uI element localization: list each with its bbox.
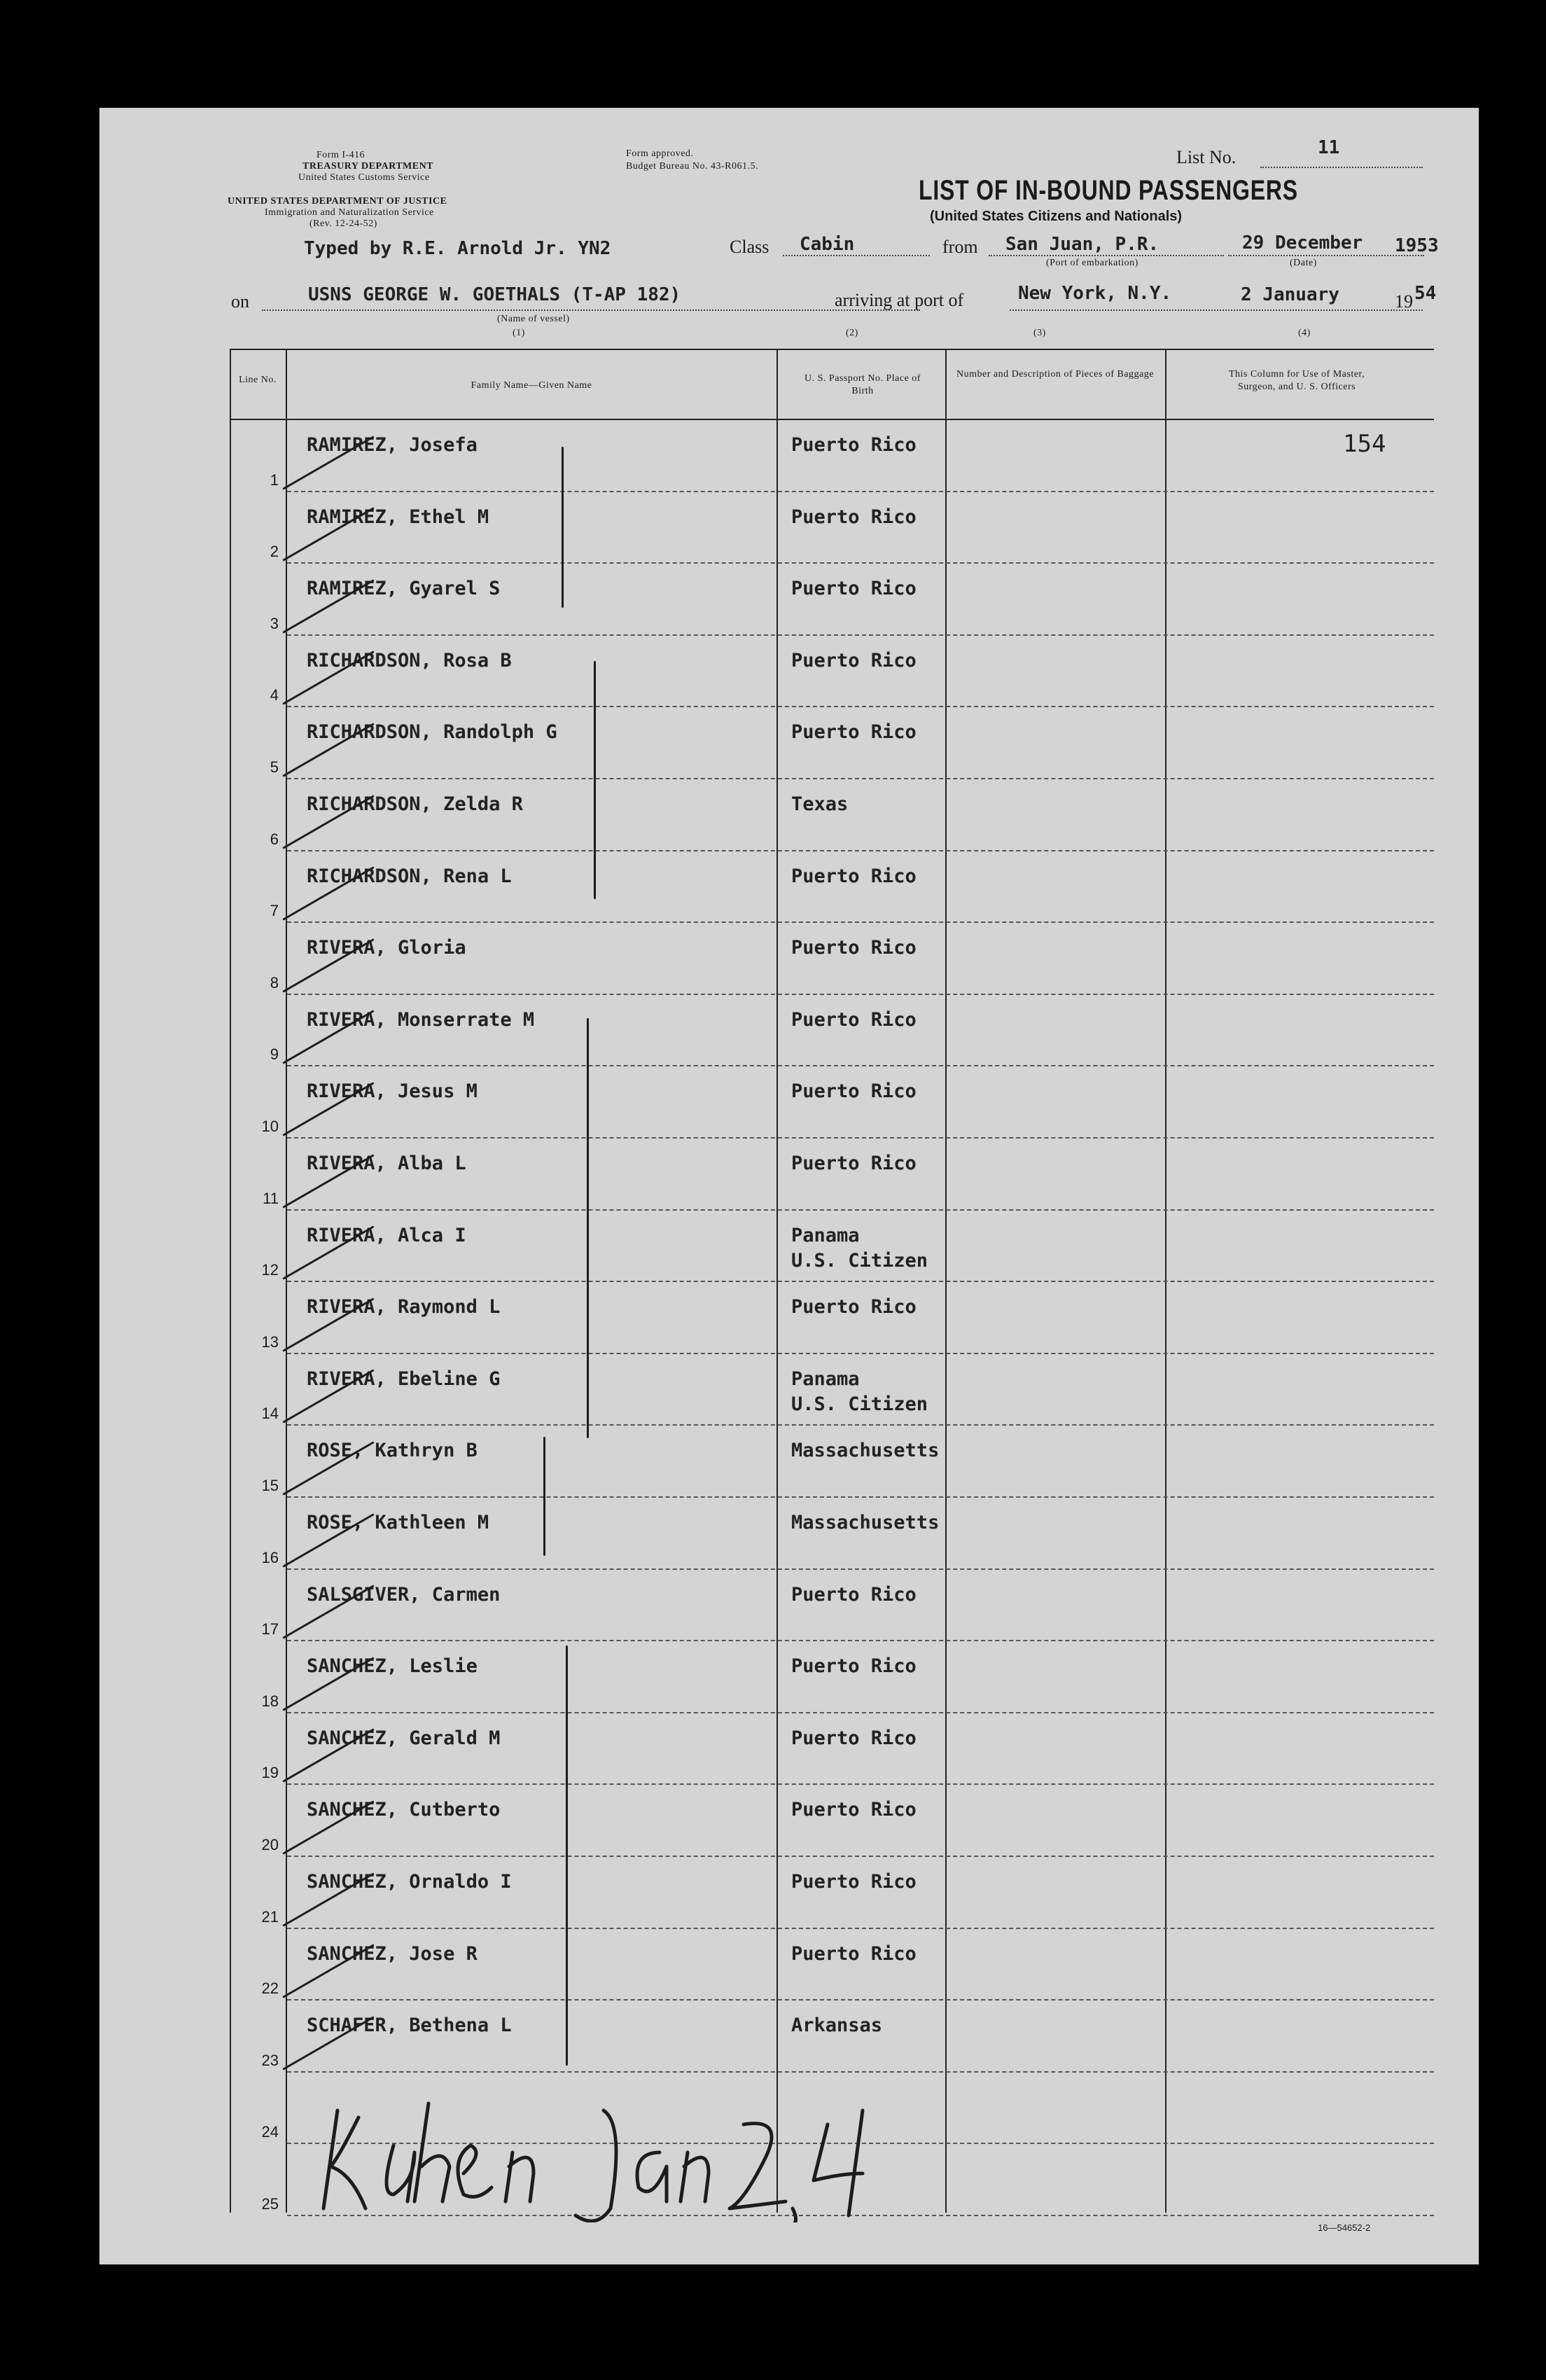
from-label: from [942,237,978,257]
passenger-name: SCHAFER, Bethena L [307,2014,512,2037]
place-of-birth: Puerto Rico [791,1080,917,1103]
passenger-name: RIVERA, Monserrate M [307,1008,535,1031]
col-ref-2: (2) [846,328,858,338]
passenger-name: RAMIREZ, Josefa [307,434,478,456]
row-divider [287,1783,1434,1785]
line-number: 12 [261,1261,279,1279]
passenger-name: RIVERA, Ebeline G [307,1368,501,1390]
form-print-code: 16—54652-2 [1318,2222,1371,2233]
handwritten-bracket [587,1018,589,1438]
handwritten-signature [309,2068,926,2222]
row-divider [287,994,1434,995]
col-header-name: Family Name—Given Name [471,380,592,391]
place-of-birth: Puerto Rico [791,721,917,744]
line-number: 22 [261,1979,279,1998]
vessel-name: USNS GEORGE W. GOETHALS (T-AP 182) [308,284,681,305]
form-approved: Form approved. [626,148,694,159]
passenger-name: SANCHEZ, Ornaldo I [307,1871,512,1893]
line-number: 24 [261,2123,279,2141]
passenger-name: RIVERA, Gloria [307,937,466,959]
row-divider [287,706,1434,707]
row-divider [287,1568,1434,1570]
ins-service: Immigration and Naturalization Service [265,207,434,218]
line-number: 25 [261,2195,279,2213]
line-number: 18 [261,1692,279,1710]
departure-year: 1953 [1395,235,1439,256]
place-of-birth: Puerto Rico [791,937,917,959]
on-label: on [231,291,249,312]
place-of-birth: Puerto Rico [791,1655,917,1678]
place-of-birth: Texas [791,793,849,815]
date-caption: (Date) [1290,258,1317,268]
manifest-page [99,108,1479,2264]
line-number: 10 [261,1118,279,1135]
line-number: 16 [261,1548,279,1566]
col-header-passport: U. S. Passport No. Place of Birth [805,373,921,396]
line-number: 11 [263,1189,279,1207]
place-of-birth: Puerto Rico [791,506,917,528]
page-subtitle: (United States Citizens and Nationals) [930,209,1183,224]
place-of-birth: Puerto Rico [791,578,917,600]
passenger-name: RAMIREZ, Ethel M [307,506,489,528]
page-title: LIST OF IN-BOUND PASSENGERS [919,175,1298,206]
line-number: 2 [270,543,279,561]
row-divider [287,562,1434,564]
arriving-label: arriving at port of [835,290,964,310]
row-divider [287,1640,1434,1641]
passenger-name: RIVERA, Alca I [307,1224,466,1246]
place-of-birth: Puerto Rico [791,1153,917,1174]
passenger-name: RIVERA, Jesus M [307,1080,478,1103]
col-ref-4: (4) [1298,328,1311,338]
row-divider [287,491,1434,492]
line-number: 3 [270,614,279,632]
row-divider [287,1999,1434,2000]
line-number: 17 [261,1620,279,1638]
arrival-date: 2 January [1241,284,1339,305]
col-header-line-no: Line No. [239,375,277,385]
passenger-name: RAMIREZ, Gyarel S [307,578,501,600]
col-header-officers: This Column for Use of Master, Surgeon, and U. S. Officers [1228,369,1365,392]
passenger-name: SANCHEZ, Jose R [307,1942,478,1965]
line-number: 14 [261,1405,279,1423]
line-number: 5 [270,758,279,776]
arrival-year: 54 [1414,283,1437,304]
passenger-name: ROSE, Kathryn B [307,1440,478,1462]
row-divider [287,1856,1434,1857]
place-of-birth: Panama [791,1224,860,1246]
line-number: 7 [270,902,279,920]
place-of-birth: Puerto Rico [791,434,917,456]
line-number: 1 [270,471,279,489]
place-of-birth: Panama [791,1368,860,1390]
passenger-name: RIVERA, Alba L [307,1153,466,1174]
row-divider [287,921,1434,923]
handwritten-bracket [543,1437,545,1556]
form-number: Form I-416 [316,150,365,160]
row-divider [287,634,1434,636]
line-number: 6 [270,830,279,848]
passenger-name: SANCHEZ, Leslie [307,1655,478,1678]
place-of-birth: Massachusetts [791,1440,940,1462]
citizenship-note: U.S. Citizen [791,1249,928,1272]
row-divider [287,1424,1434,1426]
officer-number: 154 [1343,430,1386,458]
row-divider [287,850,1434,851]
line-number: 15 [261,1477,279,1494]
line-number: 13 [261,1332,279,1351]
line-number: 4 [270,686,279,704]
from-port: San Juan, P.R. [1005,234,1160,255]
row-divider [287,1065,1434,1066]
place-of-birth: Puerto Rico [791,1942,917,1965]
line-number: 19 [261,1764,279,1782]
citizenship-note: U.S. Citizen [791,1393,928,1415]
handwritten-bracket [566,1645,568,2066]
class-label: Class [730,237,769,257]
row-divider [287,778,1434,779]
customs-service: United States Customs Service [298,172,430,183]
list-no-label: List No. [1176,147,1237,167]
passenger-name: SALSGIVER, Carmen [307,1583,501,1606]
row-divider [287,1712,1434,1713]
treasury-dept: TREASURY DEPARTMENT [302,161,434,172]
passenger-name: RIVERA, Raymond L [307,1296,501,1318]
row-divider [287,1353,1434,1354]
place-of-birth: Massachusetts [791,1512,940,1533]
line-number: 20 [261,1836,279,1853]
line-number: 23 [261,2051,279,2069]
vessel-caption: (Name of vessel) [497,314,570,324]
col-header-baggage: Number and Description of Pieces of Baggage [956,369,1154,380]
place-of-birth: Puerto Rico [791,865,917,887]
line-number: 8 [270,973,279,991]
arrival-year-prefix: 19 [1395,291,1413,312]
place-of-birth: Puerto Rico [791,1583,917,1606]
col-ref-1: (1) [513,328,525,338]
place-of-birth: Puerto Rico [791,1799,917,1821]
handwritten-bracket [594,661,596,899]
row-divider [287,1281,1434,1282]
place-of-birth: Puerto Rico [791,649,917,671]
passenger-name: SANCHEZ, Gerald M [307,1727,501,1749]
budget-bureau: Budget Bureau No. 43-R061.5. [626,161,758,172]
passenger-name: RICHARDSON, Rosa B [307,649,512,671]
place-of-birth: Puerto Rico [791,1871,917,1893]
list-no-value: 11 [1318,137,1340,158]
passenger-name: RICHARDSON, Zelda R [307,793,523,815]
place-of-birth: Puerto Rico [791,1727,917,1749]
col-ref-3: (3) [1033,328,1046,338]
passenger-name: RICHARDSON, Randolph G [307,721,557,744]
port-embark-caption: (Port of embarkation) [1046,258,1138,268]
row-divider [287,1496,1434,1498]
row-divider [287,1137,1434,1139]
arrival-port: New York, N.Y. [1018,283,1172,304]
departure-date: 29 December [1242,232,1363,253]
place-of-birth: Arkansas [791,2014,883,2037]
revision: (Rev. 12-24-52) [309,218,377,229]
justice-dept: UNITED STATES DEPARTMENT OF JUSTICE [228,196,447,207]
line-number: 9 [270,1045,279,1064]
handwritten-bracket [562,447,564,608]
passenger-name: ROSE, Kathleen M [307,1512,489,1533]
line-number: 21 [261,1907,279,1926]
row-divider [287,1928,1434,1929]
passenger-name: SANCHEZ, Cutberto [307,1799,501,1821]
place-of-birth: Puerto Rico [791,1008,917,1031]
row-divider [287,1209,1434,1211]
place-of-birth: Puerto Rico [791,1296,917,1318]
class-value: Cabin [800,234,855,255]
typed-by: Typed by R.E. Arnold Jr. YN2 [304,238,611,259]
passenger-name: RICHARDSON, Rena L [307,865,512,887]
